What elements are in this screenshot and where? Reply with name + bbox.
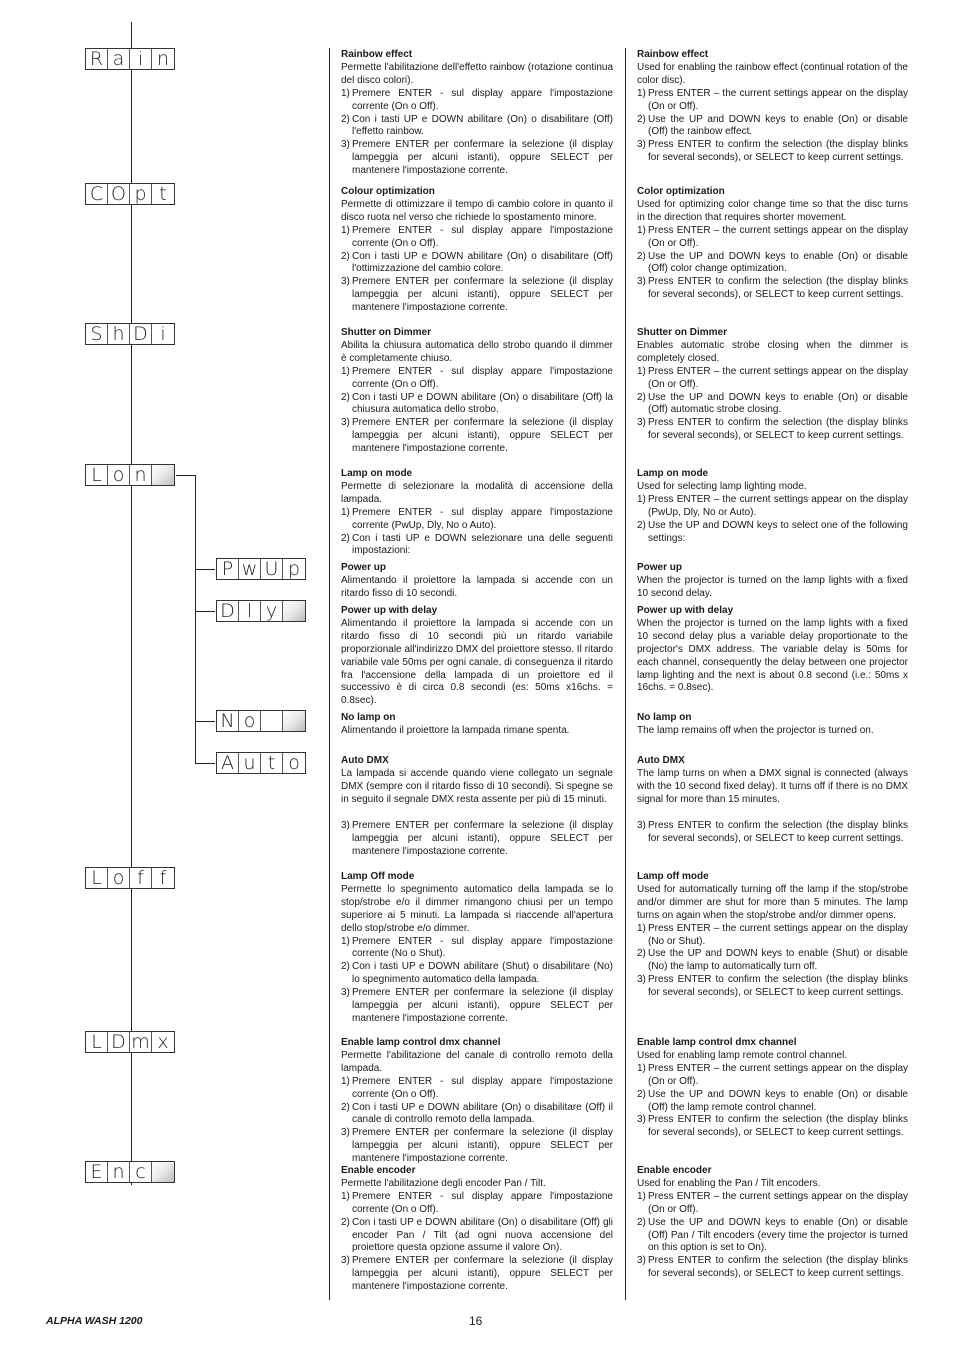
step: Con i tasti UP e DOWN abilitare (On) o disabilitare (Off) l'ottimizzazione del cambio colore. xyxy=(352,250,613,275)
en-color-optimization-section: Color optimization Used for optimizing color change time so that the disc turns in the direction that requires shorter movement. 1) Press ENTER – the current settings appear on the display (On or Off). 2) Use the UP and DOWN keys to enable (On) or disable (Off) color change optimization. 3) Press ENTER to confirm the selection (the display blinks for several seconds), or SELECT to keep current settings. xyxy=(637,186,908,301)
display-char: a xyxy=(108,49,130,69)
section-title: Auto DMX xyxy=(341,755,389,766)
en-auto-dmx-section xyxy=(637,755,908,807)
column-divider-left xyxy=(329,48,330,1300)
section-intro: Used for enabling lamp remote control channel. xyxy=(637,1049,848,1061)
step: Press ENTER to confirm the selection (the display blinks for several seconds), or SELECT to keep current settings. xyxy=(648,974,908,999)
display-char: h xyxy=(108,324,130,344)
it-lamp-on-step3: 3) Premere ENTER per confermare la selezione (il display lampeggia per alcuni istanti), oppure SELECT per mantenere l'impostazione corrente. xyxy=(341,820,613,857)
display-enc xyxy=(85,1161,175,1183)
it-auto-dmx-section xyxy=(341,755,613,807)
display-char: i xyxy=(130,49,152,69)
section-title: Power up xyxy=(341,562,387,573)
display-char: y xyxy=(261,601,283,621)
display-char: O xyxy=(108,184,130,204)
step: Press ENTER – the current settings appear on the display (PwUp, Dly, No or Auto). xyxy=(648,493,908,518)
step: Press ENTER to confirm the selection (the display blinks for several seconds), or SELECT to keep current settings. xyxy=(648,139,908,164)
display-char: N xyxy=(217,711,239,731)
display-char: f xyxy=(130,868,152,888)
display-char: t xyxy=(159,183,167,205)
step: Con i tasti UP e DOWN abilitare (On) o disabilitare (Off) l'effetto rainbow. xyxy=(352,113,613,138)
auto-branch xyxy=(195,763,215,764)
step: Premere ENTER - sul display appare l'impostazione corrente (On o Off). xyxy=(352,365,613,390)
display-char: m xyxy=(130,1032,152,1052)
section-title: Lamp on mode xyxy=(341,468,413,479)
display-ldmx xyxy=(85,1031,175,1053)
section-intro: Permette di selezionare la modalità di accensione della lampada. xyxy=(341,480,613,505)
display-char xyxy=(152,465,174,485)
section-intro: Used for enabling the Pan / Tilt encoders. xyxy=(637,1177,821,1189)
display-char: E xyxy=(86,1162,108,1182)
display-char: D xyxy=(217,601,239,621)
section-intro: Permette l'abilitazione del canale di controllo remoto della lampada. xyxy=(341,1049,613,1074)
step: Press ENTER to confirm the selection (the display blinks for several seconds), or SELECT to keep current settings. xyxy=(648,417,908,442)
display-char: L xyxy=(86,465,108,485)
footer-model: ALPHA WASH 1200 xyxy=(46,1315,143,1327)
section-title: No lamp on xyxy=(637,712,692,723)
step: Premere ENTER - sul display appare l'impostazione corrente (On o Off). xyxy=(352,224,613,249)
step: Premere ENTER - sul display appare l'impostazione corrente (On o Off). xyxy=(352,87,613,112)
display-char: P xyxy=(217,559,239,579)
step: Premere ENTER per confermare la selezione (il display lampeggia per alcuni istanti), oppure SELECT per mantenere l'impostazione corrente. xyxy=(352,1127,613,1165)
step: Con i tasti UP e DOWN selezionare una delle seguenti impostazioni: xyxy=(352,532,613,557)
display-char: S xyxy=(86,324,108,344)
section-intro: Used for optimizing color change time so that the disc turns in the direction that requires shorter movement. xyxy=(637,198,908,223)
display-char: U xyxy=(261,559,283,579)
display-char: n xyxy=(108,1162,130,1182)
display-char: c xyxy=(130,1162,152,1182)
step: Con i tasti UP e DOWN abilitare (On) o disabilitare (Off) la chiusura automatica dello strobo. xyxy=(352,391,613,416)
display-char xyxy=(152,1162,174,1182)
section-title: Enable lamp control dmx channel xyxy=(637,1037,797,1048)
step: Press ENTER – the current settings appear on the display (No or Shut). xyxy=(648,922,908,947)
section-text: Alimentando il proiettore la lampada si accende con un ritardo fisso di 10 secondi. xyxy=(341,574,613,599)
section-text: La lampada si accende quando viene collegato un segnale DMX (sempre con il ritardo fisso di 10 secondi). Si spegne se in seguito il segnale DMX resta assente per più di 15 minuti. xyxy=(341,767,613,805)
section-title: Colour optimization xyxy=(341,186,435,197)
it-encoder-section: Enable encoder Permette l'abilitazione degli encoder Pan / Tilt. 1) Premere ENTER - sul display appare l'impostazione corrente (On o Off). 2) Con i tasti UP e DOWN abilitare (On) o disabilitare (Off) gli encoder Pan / Tilt (ad ogni nuova accensione del proiettore questa opzione assume il valore On). 3) Premere ENTER per confermare la selezione (il display lampeggia per alcuni istanti), oppure SELECT per mantenere l'impostazione corrente. xyxy=(341,1165,613,1293)
step: Premere ENTER per confermare la selezione (il display lampeggia per alcuni istanti), oppure SELECT per mantenere l'impostazione corrente. xyxy=(352,417,613,455)
display-char: A xyxy=(217,753,239,773)
section-intro: Used for automatically turning off the lamp if the stop/strobe and/or dimmer are shut for more than 5 minutes. The lamp turns on again when the stop/strobe and/or dimmer opens. xyxy=(637,883,908,921)
section-text: The lamp turns on when a DMX signal is connected (always with the 10 second fixed delay). It turns off if there is no DMX signal for more than 15 minutes. xyxy=(637,767,908,805)
display-char: R xyxy=(86,49,108,69)
it-power-up-section xyxy=(341,562,613,601)
display-dly xyxy=(216,600,306,622)
section-title: Auto DMX xyxy=(637,755,685,766)
section-title: No lamp on xyxy=(341,712,396,723)
display-char xyxy=(283,711,305,731)
step: Premere ENTER - sul display appare l'impostazione corrente (On o Off). xyxy=(352,1075,613,1100)
display-char: p xyxy=(130,184,152,204)
display-no xyxy=(216,710,306,732)
section-text: Alimentando il proiettore la lampada si accende con un ritardo fisso di 10 secondi più un ritardo variabile proporzionale all'indirizzo DMX del proiettore stesso. Il ritardo variabile vale 50ms per ogni canale, di conseguenza il ritardo fra l'accensione della lampada di un proiettore ed il successivo è di circa 0.8 secondi (es: 50ms x16chs. = 0.8sec). xyxy=(341,617,613,707)
section-title: Enable encoder xyxy=(637,1165,712,1176)
display-char: C xyxy=(86,184,108,204)
step: Press ENTER – the current settings appear on the display (On or Off). xyxy=(648,365,908,390)
display-lon xyxy=(85,464,175,486)
it-lamp-dmx-section: Enable lamp control dmx channel Permette l'abilitazione del canale di controllo remoto della lampada. 1) Premere ENTER - sul display appare l'impostazione corrente (On o Off). 2) Con i tasti UP e DOWN abilitare (On) o disabilitare (Off) il canale di controllo remoto della lampada. 3) Premere ENTER per confermare la selezione (il display lampeggia per alcuni istanti), oppure SELECT per mantenere l'impostazione corrente. xyxy=(341,1037,613,1165)
section-title: Color optimization xyxy=(637,186,725,197)
en-rainbow-section: Rainbow effect Used for enabling the rainbow effect (continual rotation of the color disc). 1) Press ENTER – the current settings appear on the display (On or Off). 2) Use the UP and DOWN keys to enable (On) or disable (Off) the rainbow effect. 3) Press ENTER to confirm the selection (the display blinks for several seconds), or SELECT to keep current settings. xyxy=(637,49,908,164)
display-char: u xyxy=(239,753,261,773)
step: Press ENTER – the current settings appear on the display (On or Off). xyxy=(648,87,908,112)
display-char xyxy=(283,601,305,621)
display-char: o xyxy=(288,752,300,774)
section-title: Lamp off mode xyxy=(637,871,709,882)
en-lamp-on-section: Lamp on mode Used for selecting lamp lighting mode. 1) Press ENTER – the current settings appear on the display (PwUp, Dly, No or Auto). 2) Use the UP and DOWN keys to select one of the following settings: xyxy=(637,468,908,544)
display-copt xyxy=(85,183,175,205)
display-char: D xyxy=(108,1032,130,1052)
section-intro: Used for enabling the rainbow effect (continual rotation of the color disc). xyxy=(637,61,908,86)
it-no-lamp-section xyxy=(341,712,613,738)
display-shdi xyxy=(85,323,175,345)
display-char: o xyxy=(239,711,261,731)
it-lamp-on-section: Lamp on mode Permette di selezionare la modalità di accensione della lampada. 1) Premere ENTER - sul display appare l'impostazione corrente (PwUp, Dly, No o Auto). 2) Con i tasti UP e DOWN selezionare una delle seguenti impostazioni: xyxy=(341,468,613,557)
en-no-lamp-section xyxy=(637,712,908,738)
display-char: t xyxy=(261,753,283,773)
step: Con i tasti UP e DOWN abilitare (Shut) o disabilitare (No) lo spegnimento automatico della lampada. xyxy=(352,961,613,986)
lon-branch xyxy=(176,475,196,476)
section-intro: Used for selecting lamp lighting mode. xyxy=(637,480,807,492)
it-shutter-dimmer-section: Shutter on Dimmer Abilita la chiusura automatica dello strobo quando il dimmer è completamente chiuso. 1) Premere ENTER - sul display appare l'impostazione corrente (On o Off). 2) Con i tasti UP e DOWN abilitare (On) o disabilitare (Off) la chiusura automatica dello strobo. 3) Premere ENTER per confermare la selezione (il display lampeggia per alcuni istanti), oppure SELECT per mantenere l'impostazione corrente. xyxy=(341,327,613,455)
section-text: When the projector is turned on the lamp lights with a fixed 10 second delay. xyxy=(637,574,908,599)
step: Use the UP and DOWN keys to select one of the following settings: xyxy=(648,519,908,544)
section-text: When the projector is turned on the lamp lights with a fixed 10 second delay plus a variable delay proportionate to the projector's DMX address. The variable delay is 50ms for each channel, consequently the delay between one projector lamp lighting and the next is about 0.8 second (i.e.: 50ms x 16chs. = 0.8sec). xyxy=(637,617,908,694)
display-char: L xyxy=(86,1032,108,1052)
it-power-up-delay-section xyxy=(341,605,613,708)
display-char: n xyxy=(156,48,170,70)
dly-branch xyxy=(195,611,215,612)
display-char xyxy=(261,711,283,731)
display-auto xyxy=(216,752,306,774)
step: Premere ENTER - sul display appare l'impostazione corrente (No o Shut). xyxy=(352,935,613,960)
section-intro: Permette l'abilitazione degli encoder Pan / Tilt. xyxy=(341,1177,546,1189)
step: Premere ENTER per confermare la selezione (il display lampeggia per alcuni istanti), oppure SELECT per mantenere l'impostazione corrente. xyxy=(352,139,613,177)
en-lamp-off-section: Lamp off mode Used for automatically turning off the lamp if the stop/strobe and/or dimmer are shut for more than 5 minutes. The lamp turns on again when the stop/strobe and/or dimmer opens. 1) Press ENTER – the current settings appear on the display (No or Shut). 2) Use the UP and DOWN keys to enable (Shut) or disable (No) the lamp to automatically turn off. 3) Press ENTER to confirm the selection (the display blinks for several seconds), or SELECT to keep current settings. xyxy=(637,871,908,999)
section-title: Enable lamp control dmx channel xyxy=(341,1037,501,1048)
step: Use the UP and DOWN keys to enable (On) or disable (Off) the lamp remote control channel. xyxy=(648,1088,908,1113)
step: Premere ENTER per confermare la selezione (il display lampeggia per alcuni istanti), oppure SELECT per mantenere l'impostazione corrente. xyxy=(352,820,613,857)
step: Press ENTER – the current settings appear on the display (On or Off). xyxy=(648,224,908,249)
step: Con i tasti UP e DOWN abilitare (On) o disabilitare (Off) gli encoder Pan / Tilt (ad ogni nuova accensione del proiettore questa opzione assume il valore On). xyxy=(352,1216,613,1254)
step: Premere ENTER per confermare la selezione (il display lampeggia per alcuni istanti), oppure SELECT per mantenere l'impostazione corrente. xyxy=(352,276,613,314)
en-shutter-dimmer-section: Shutter on Dimmer Enables automatic strobe closing when the dimmer is completely closed. 1) Press ENTER – the current settings appear on the display (On or Off). 2) Use the UP and DOWN keys to enable (On) or disable (Off) automatic strobe closing. 3) Press ENTER to confirm the selection (the display blinks for several seconds), or SELECT to keep current settings. xyxy=(637,327,908,442)
display-loff xyxy=(85,867,175,889)
display-char: l xyxy=(239,601,261,621)
section-intro: Permette l'abilitazione dell'effetto rainbow (rotazione continua del disco colori). xyxy=(341,61,613,86)
section-title: Power up with delay xyxy=(341,605,438,616)
display-char: o xyxy=(108,868,130,888)
section-text: The lamp remains off when the projector is turned on. xyxy=(637,724,874,736)
display-char: L xyxy=(86,868,108,888)
display-char: w xyxy=(239,559,261,579)
section-title: Lamp Off mode xyxy=(341,871,415,882)
step: Premere ENTER - sul display appare l'impostazione corrente (On o Off). xyxy=(352,1190,613,1215)
en-power-up-section xyxy=(637,562,908,601)
pwup-branch xyxy=(195,569,215,570)
step: Premere ENTER - sul display appare l'impostazione corrente (PwUp, Dly, No o Auto). xyxy=(352,506,613,531)
section-title: Rainbow effect xyxy=(637,49,709,60)
en-lamp-on-step3: 3) Press ENTER to confirm the selection (the display blinks for several seconds), or SELECT to keep current settings. xyxy=(637,820,908,844)
step: Con i tasti UP e DOWN abilitare (On) o disabilitare (Off) il canale di controllo remoto della lampada. xyxy=(352,1101,613,1126)
section-title: Enable encoder xyxy=(341,1165,416,1176)
section-intro: Abilita la chiusura automatica dello strobo quando il dimmer è completamente chiuso. xyxy=(341,339,613,364)
step: Premere ENTER per confermare la selezione (il display lampeggia per alcuni istanti), oppure SELECT per mantenere l'impostazione corrente. xyxy=(352,987,613,1024)
display-char: o xyxy=(108,465,130,485)
no-branch xyxy=(195,721,215,722)
it-colour-optimization-section: Colour optimization Permette di ottimizzare il tempo di cambio colore in quanto il disco ruota nel verso che richiede lo spostamento minore. 1) Premere ENTER - sul display appare l'impostazione corrente (On o Off). 2) Con i tasti UP e DOWN abilitare (On) o disabilitare (Off) l'ottimizzazione del cambio colore. 3) Premere ENTER per confermare la selezione (il display lampeggia per alcuni istanti), oppure SELECT per mantenere l'impostazione corrente. xyxy=(341,186,613,314)
section-title: Shutter on Dimmer xyxy=(637,327,728,338)
display-char: n xyxy=(130,465,152,485)
section-title: Lamp on mode xyxy=(637,468,709,479)
section-title: Shutter on Dimmer xyxy=(341,327,432,338)
section-intro: Permette lo spegnimento automatico della lampada se lo stop/strobe e/o il dimmer rimangono chiusi per un tempo superiore ai 5 minuti. La lampada si riaccende all'apertura dello stop/strobe e/o dimmer. xyxy=(341,883,613,934)
it-lamp-off-section: Lamp Off mode Permette lo spegnimento automatico della lampada se lo stop/strobe e/o il dimmer rimangono chiusi per un tempo superiore ai 5 minuti. La lampada si riaccende all'apertura dello stop/strobe e/o dimmer. 1) Premere ENTER - sul display appare l'impostazione corrente (No o Shut). 2) Con i tasti UP e DOWN abilitare (Shut) o disabilitare (No) lo spegnimento automatico della lampada. 3) Premere ENTER per confermare la selezione (il display lampeggia per alcuni istanti), oppure SELECT per mantenere l'impostazione corrente. xyxy=(341,871,613,1024)
step: Use the UP and DOWN keys to enable (On) or disable (Off) Pan / Tilt encoders (every time the projector is turned on this option is set to On). xyxy=(648,1216,908,1254)
step: Use the UP and DOWN keys to enable (On) or disable (Off) color change optimization. xyxy=(648,250,908,275)
page-number: 16 xyxy=(469,1314,483,1328)
display-char: i xyxy=(160,323,166,345)
section-text: Alimentando il proiettore la lampada rimane spenta. xyxy=(341,724,570,736)
section-title: Rainbow effect xyxy=(341,49,413,60)
step: Use the UP and DOWN keys to enable (On) or disable (Off) the rainbow effect. xyxy=(648,113,908,138)
en-power-up-delay-section xyxy=(637,605,908,695)
step: Press ENTER to confirm the selection (the display blinks for several seconds), or SELECT to keep current settings. xyxy=(648,1114,908,1139)
display-char: p xyxy=(287,558,301,580)
section-title: Power up with delay xyxy=(637,605,734,616)
step: Use the UP and DOWN keys to enable (On) or disable (Off) automatic strobe closing. xyxy=(648,391,908,416)
section-intro: Permette di ottimizzare il tempo di cambio colore in quanto il disco ruota nel verso che richiede lo spostamento minore. xyxy=(341,198,613,223)
section-title: Power up xyxy=(637,562,683,573)
step: Premere ENTER per confermare la selezione (il display lampeggia per alcuni istanti), oppure SELECT per mantenere l'impostazione corrente. xyxy=(352,1255,613,1293)
step: Press ENTER to confirm the selection (the display blinks for several seconds), or SELECT to keep current settings. xyxy=(648,276,908,301)
column-divider-right xyxy=(625,48,626,1300)
display-char: D xyxy=(130,324,152,344)
display-char: f xyxy=(159,867,167,889)
display-rain xyxy=(85,48,175,70)
step: Press ENTER to confirm the selection (the display blinks for several seconds), or SELECT to keep current settings. xyxy=(648,820,908,844)
it-rainbow-section: Rainbow effect Permette l'abilitazione dell'effetto rainbow (rotazione continua del disco colori). 1) Premere ENTER - sul display appare l'impostazione corrente (On o Off). 2) Con i tasti UP e DOWN abilitare (On) o disabilitare (Off) l'effetto rainbow. 3) Premere ENTER per confermare la selezione (il display lampeggia per alcuni istanti), oppure SELECT per mantenere l'impostazione corrente. xyxy=(341,49,613,177)
section-intro: Enables automatic strobe closing when the dimmer is completely closed. xyxy=(637,339,908,364)
step: Press ENTER – the current settings appear on the display (On or Off). xyxy=(648,1190,908,1215)
display-pwup xyxy=(216,558,306,580)
step: Press ENTER – the current settings appear on the display (On or Off). xyxy=(648,1062,908,1087)
display-char: x xyxy=(157,1031,169,1053)
en-encoder-section: Enable encoder Used for enabling the Pan / Tilt encoders. 1) Press ENTER – the current settings appear on the display (On or Off). 2) Use the UP and DOWN keys to enable (On) or disable (Off) Pan / Tilt encoders (every time the projector is turned on this option is set to On). 3) Press ENTER to confirm the selection (the display blinks for several seconds), or SELECT to keep current settings. xyxy=(637,1165,908,1280)
step: Press ENTER to confirm the selection (the display blinks for several seconds), or SELECT to keep current settings. xyxy=(648,1255,908,1280)
en-lamp-dmx-section: Enable lamp control dmx channel Used for enabling lamp remote control channel. 1) Press ENTER – the current settings appear on the display (On or Off). 2) Use the UP and DOWN keys to enable (On) or disable (Off) the lamp remote control channel. 3) Press ENTER to confirm the selection (the display blinks for several seconds), or SELECT to keep current settings. xyxy=(637,1037,908,1139)
step: Use the UP and DOWN keys to enable (Shut) or disable (No) the lamp to automatically turn off. xyxy=(648,948,908,973)
